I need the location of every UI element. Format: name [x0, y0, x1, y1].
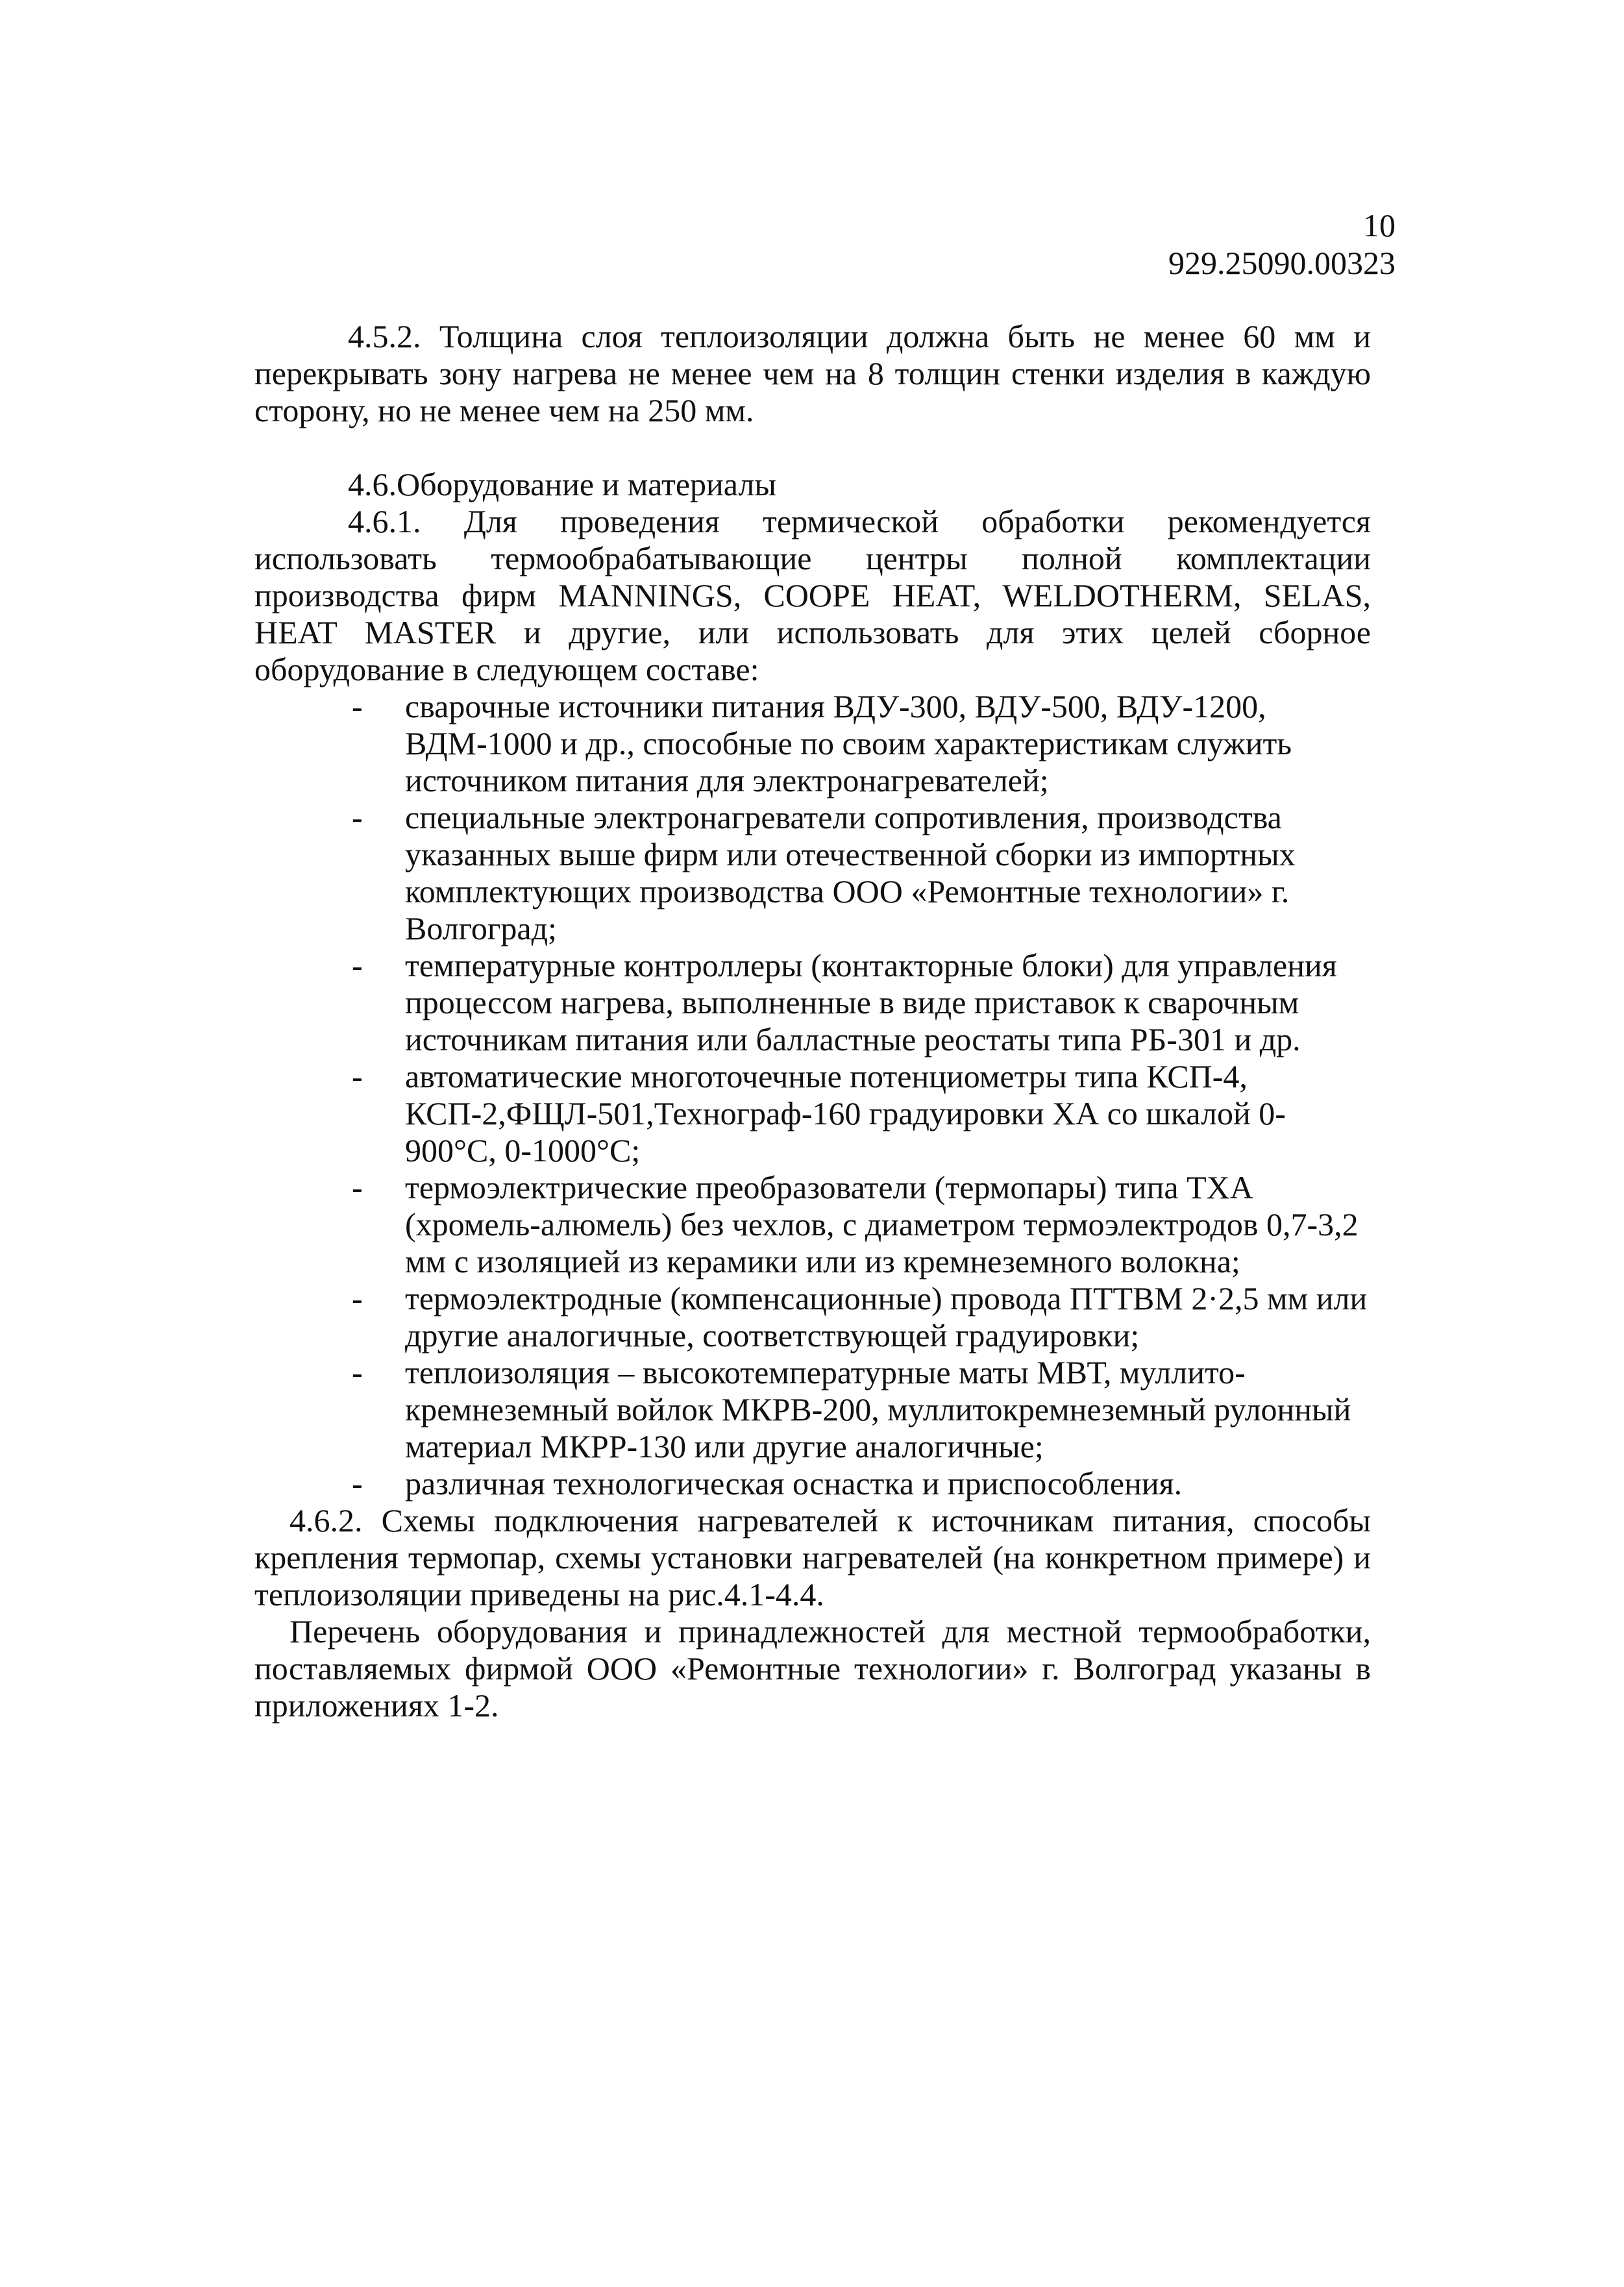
list-item	[254, 1354, 1371, 1465]
list-item-text: термоэлектрические преобразователи (термопары) типа ТХА (хромель-алюмель) без чехлов, с диаметром термоэлектродов 0,7-3,2 мм с изоляцией из керамики или из кремнеземного волокна;	[405, 1169, 1359, 1279]
list-dash: -	[352, 1169, 363, 1205]
list-item-text: термоэлектродные (компенсационные) провода ПТТВМ 2·2,5 мм или другие аналогичные, соответствующей градуировки;	[405, 1280, 1368, 1354]
list-dash: -	[352, 799, 363, 835]
list-item-text: теплоизоляция – высокотемпературные маты МВТ, муллито-кремнеземный войлок МКРВ-200, муллитокремнеземный рулонный материал МКРР-130 или другие аналогичные;	[405, 1354, 1351, 1465]
page-header	[1168, 206, 1396, 282]
list-item-text: специальные электронагреватели сопротивления, производства указанных выше фирм или отечественной сборки из импортных комплектующих производства ООО «Ремонтные технологии» г. Волгоград;	[405, 799, 1296, 946]
list-dash: -	[352, 947, 363, 983]
list-item-text: автоматические многоточечные потенциометры типа КСП-4, КСП-2,ФЩЛ-501,Технограф-160 градуировки ХА со шкалой 0-900°С, 0-1000°С;	[405, 1058, 1286, 1168]
list-dash: -	[352, 1058, 363, 1094]
paragraph-4-6-1: 4.6.1. Для проведения термической обработки рекомендуется использовать термообрабатывающие центры полной комплектации производства фирм MANNINGS, COOPE HEAT, WELDOTHERM, SELAS, HEAT MASTER и другие, или использовать для этих целей сборное оборудование в следующем составе:	[254, 503, 1371, 687]
list-dash: -	[352, 688, 363, 724]
paragraph-4-6-2: 4.6.2. Схемы подключения нагревателей к источникам питания, способы крепления термопар, схемы установки нагревателей (на конкретном примере) и теплоизоляции приведены на рис.4.1-4.4.	[254, 1502, 1371, 1613]
list-item	[254, 799, 1371, 947]
list-dash: -	[352, 1465, 363, 1502]
paragraph-4-5-2: 4.5.2. Толщина слоя теплоизоляции должна быть не менее 60 мм и перекрывать зону нагрева не менее чем на 8 толщин стенки изделия в каждую сторону, но не менее чем на 250 мм.	[254, 318, 1371, 428]
list-dash: -	[352, 1354, 363, 1391]
list-item-text: температурные контроллеры (контакторные блоки) для управления процессом нагрева, выполненные в виде приставок к сварочным источникам питания или балластные реостаты типа РБ-301 и др.	[405, 947, 1337, 1057]
list-item	[254, 1465, 1371, 1502]
document-code: 929.25090.00323	[1168, 245, 1396, 281]
section-heading-4-6: 4.6.Оборудование и материалы	[348, 466, 776, 502]
list-item-text: сварочные источники питания ВДУ-300, ВДУ-500, ВДУ-1200, ВДМ-1000 и др., способные по своим характеристикам служить источником питания для электронагревателей;	[405, 688, 1292, 798]
list-item	[254, 1058, 1371, 1169]
list-item-text: различная технологическая оснастка и приспособления.	[405, 1465, 1183, 1502]
list-dash: -	[352, 1280, 363, 1317]
list-item	[254, 1169, 1371, 1280]
list-item	[254, 1280, 1371, 1354]
equipment-list	[254, 688, 1371, 1502]
list-item	[254, 688, 1371, 799]
list-item	[254, 947, 1371, 1058]
page-number: 10	[1363, 207, 1396, 243]
paragraph-gap	[254, 429, 1371, 466]
paragraph-equipment-supply: Перечень оборудования и принадлежностей для местной термообработки, поставляемых фирмой ООО «Ремонтные технологии» г. Волгоград указаны в приложениях 1-2.	[254, 1613, 1371, 1724]
page-content	[254, 318, 1371, 1724]
